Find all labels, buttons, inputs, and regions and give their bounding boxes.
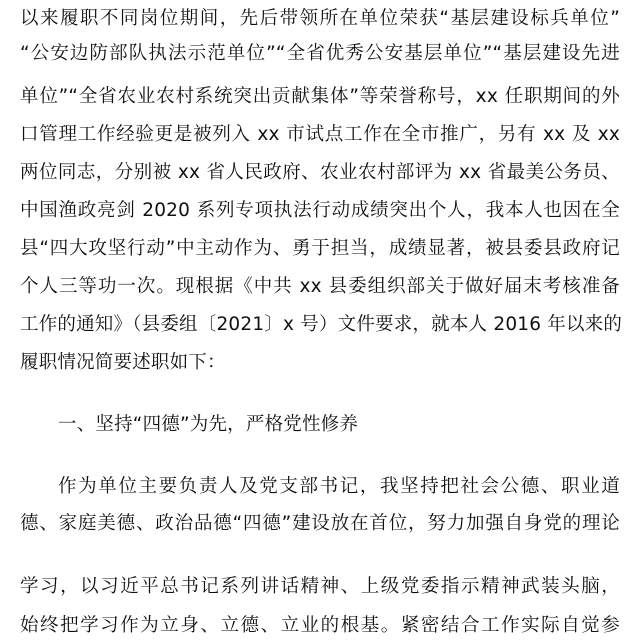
paragraph-line: 县“四大攻坚行动”中主动作为、勇于担当，成绩显著，被县委县政府记 [20, 238, 620, 259]
paragraph-line: 学习，以习近平总书记系列讲话精神、上级党委指示精神武装头脑， [20, 576, 620, 597]
section-heading: 一、坚持“四德”为先，严格党性修养 [58, 414, 359, 435]
paragraph-line: 个人三等功一次。现根据《中共 xx 县委组织部关于做好届末考核准备 [20, 276, 620, 297]
paragraph-line: 中国渔政亮剑 2020 系列专项执法行动成绩突出个人，我本人也因在全 [20, 200, 620, 221]
paragraph-line: 作为单位主要负责人及党支部书记，我坚持把社会公德、职业道 [58, 476, 620, 497]
paragraph-line: 始终把学习作为立身、立德、立业的根基。紧密结合工作实际自觉参 [20, 615, 620, 636]
paragraph-line: “公安边防部队执法示范单位”“全省优秀公安基层单位”“基层建设先进 [20, 43, 620, 64]
paragraph-line: 两位同志，分别被 xx 省人民政府、农业农村部评为 xx 省最美公务员、 [20, 162, 620, 183]
paragraph-line: 口管理工作经验更是被列入 xx 市试点工作在全市推广，另有 xx 及 xx [20, 124, 620, 145]
paragraph-line: 工作的通知》（县委组〔2021〕x 号）文件要求，就本人 2016 年以来的 [20, 314, 623, 335]
paragraph-line: 以来履职不同岗位期间，先后带领所在单位荣获“基层建设标兵单位” [20, 8, 620, 29]
paragraph-line: 履职情况简要述职如下： [20, 352, 226, 373]
paragraph-line: 单位”“全省农业农村系统突出贡献集体”等荣誉称号，xx 任职期间的外 [20, 86, 620, 107]
paragraph-line: 德、家庭美德、政治品德“四德”建设放在首位，努力加强自身党的理论 [20, 513, 620, 534]
